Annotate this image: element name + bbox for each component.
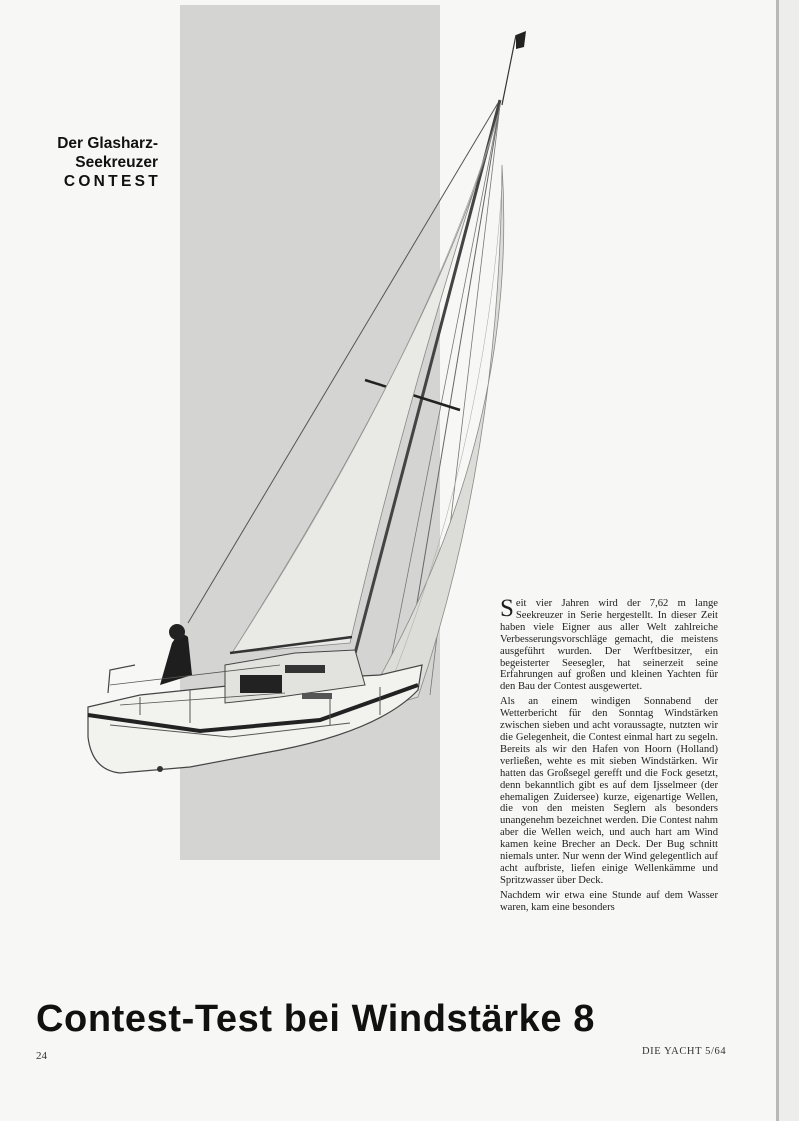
page-gutter xyxy=(779,0,799,1121)
article-body xyxy=(500,595,718,917)
page-number: 24 xyxy=(36,1050,47,1062)
article-paragraph: Nachdem wir etwa eine Stunde auf dem Wasser waren, kam eine besonders xyxy=(500,889,718,913)
kicker-line-2: Seekreuzer xyxy=(75,154,158,171)
article-paragraph: Als an einem windigen Sonnabend der Wetterbericht für den Sonntag Windstärken zwischen sieben und acht voraussagte, nutzten wir die Gelegenheit, die Contest einmal hart zu segeln. Bereits als wir den Hafen von Hoorn (Holland) verließen, wehte es mit sieben Windstärken. Wir hatten das Großsegel gerefft und die Fock gesetzt, denn bekanntlich gibt es auf dem Ijsselmeer (der ehemaligen Zuidersee) kurze, eigenartige Wellen, die von den meisten Seglern als besonders unangenehm bezeichnet werden. Die Contest nahm aber die Wellen weich, und auch hart am Wind kamen keine Brecher an Deck. Der Bug schnitt niemals unter. Nur wenn der Wind gelegentlich auf acht aufbriste, liefen einige Wellenkämme und Spritzwasser über Deck. xyxy=(500,696,718,886)
footer-publication: DIE YACHT 5/64 xyxy=(642,1046,727,1057)
kicker-line-1: Der Glasharz- xyxy=(57,135,158,152)
article-paragraph: Seit vier Jahren wird der 7,62 m lange Seekreuzer in Serie hergestellt. In dieser Zeit haben viele Eigner aus aller Welt zahlreiche Verbesserungsvorschläge gemacht, die meistens ausgeführt wurden. Der Werftbesitzer, ein begeisterter Seesegler, hat seinerzeit seine Erfahrungen auf großen und kleinen Yachten für den Bau der Contest ausgewertet. xyxy=(500,595,718,693)
kicker xyxy=(30,134,161,191)
headline: Contest-Test bei Windstärke 8 xyxy=(36,998,596,1040)
kicker-line-3: CONTEST xyxy=(63,173,161,190)
page-edge xyxy=(776,0,779,1121)
